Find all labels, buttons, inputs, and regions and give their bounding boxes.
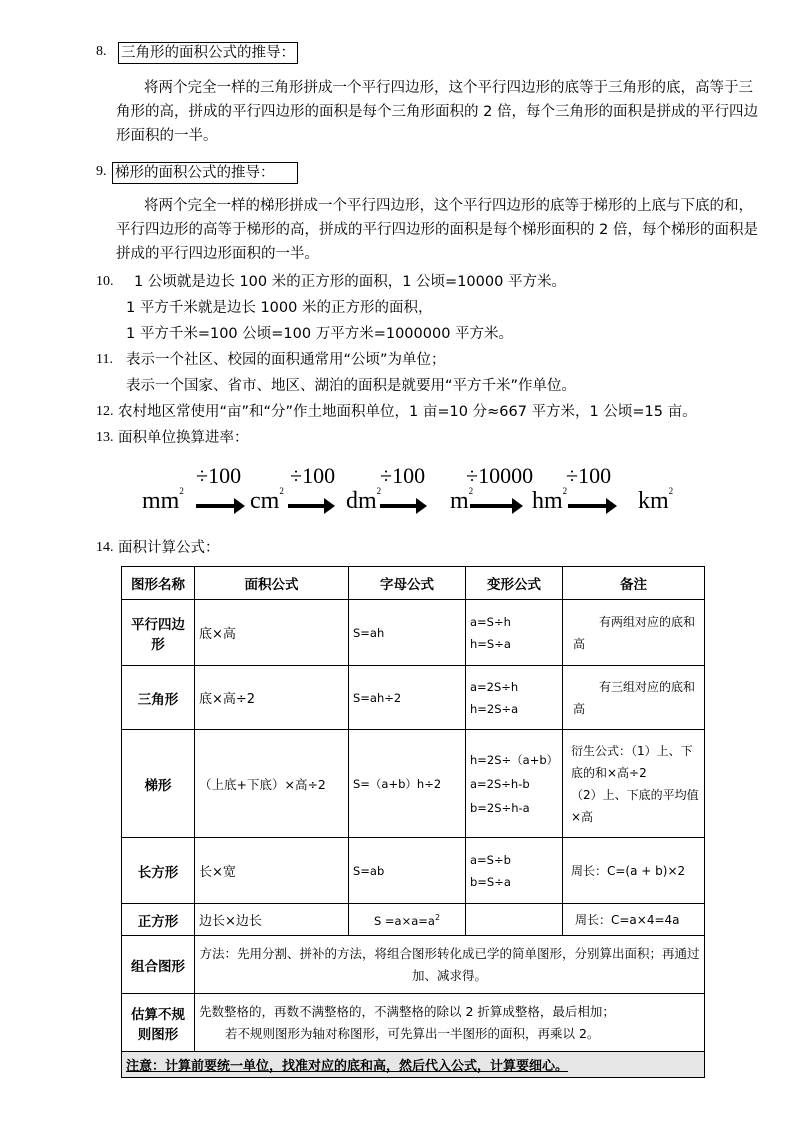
shape-name-composite: 组合图形 [122, 936, 195, 994]
variant-formulas-square [466, 904, 563, 936]
table-row [122, 730, 705, 838]
area-formula-triangle: 底×高÷2 [195, 666, 349, 730]
table-row [122, 1052, 705, 1078]
area-formula-rectangle: 长×宽 [195, 838, 349, 904]
item-10-line-3: 1 平方千米=100 公顷=100 万平方米=1000000 平方米。 [126, 326, 514, 342]
table-header-row [122, 567, 705, 600]
item-9-paragraph [116, 194, 758, 266]
header-shape-name: 图形名称 [122, 567, 195, 600]
variant-formula: a=S÷h [470, 614, 511, 629]
item-12-text: 农村地区常使用“亩”和“分”作土地面积单位，1 亩=10 分≈667 平方米，1 公顷=15 亩。 [118, 404, 697, 420]
header-area-formula: 面积公式 [195, 567, 349, 600]
shape-name-trapezoid: 梯形 [122, 730, 195, 838]
variant-formulas-parallelogram [466, 600, 563, 666]
irregular-method-line: 若不规则图形为轴对称图形，可先算出一半图形的面积，再乘以 2。 [225, 1025, 600, 1041]
unit-m: $m^2$ [450, 486, 474, 514]
note-line: （2）上、下底的平均值×高 [571, 787, 699, 824]
area-formula-trapezoid: （上底+下底）×高÷2 [195, 730, 349, 838]
unit-km: $km^2$ [638, 486, 674, 514]
shape-name-parallelogram: 平行四边形 [122, 600, 195, 666]
variant-formula: b=2S÷h-a [470, 800, 530, 815]
operator-4: ÷10000 [466, 463, 534, 488]
header-variant-formula: 变形公式 [466, 567, 563, 600]
item-10-number: 10. [96, 274, 114, 289]
arrow-4 [470, 504, 514, 508]
letter-formula-parallelogram: S=ah [349, 600, 466, 666]
item-10-line-1: 1 公顷就是边长 100 米的正方形的面积，1 公顷=10000 平方米。 [134, 274, 566, 290]
note-parallelogram: 有两组对应的底和高 [563, 600, 705, 666]
table-row [122, 838, 705, 904]
arrow-3 [380, 504, 418, 508]
header-letter-formula: 字母公式 [349, 567, 466, 600]
arrow-5 [568, 504, 608, 508]
variant-formula: b=S÷a [470, 874, 511, 889]
variant-formula: a=2S÷h-b [470, 776, 530, 791]
item-14-title: 面积计算公式： [118, 540, 220, 556]
unit-hm: $hm^2$ [532, 486, 568, 514]
arrow-1 [196, 504, 236, 508]
item-13-number: 13. [96, 430, 114, 445]
table-row [122, 904, 705, 936]
shape-name-rectangle: 长方形 [122, 838, 195, 904]
item-14-number: 14. [96, 540, 114, 555]
operator-1: ÷100 [196, 463, 242, 488]
area-formula-parallelogram: 底×高 [195, 600, 349, 666]
note-square: 周长：C=a×4=4a [563, 904, 705, 936]
unit-cm: $cm^2$ [250, 486, 284, 514]
note-triangle: 有三组对应的底和高 [563, 666, 705, 730]
item-11-line-2: 表示一个国家、省市、地区、湖泊的面积是就要用“平方千米”作单位。 [126, 378, 577, 394]
item-11-line-1: 表示一个社区、校园的面积通常用“公顷”为单位； [126, 352, 446, 368]
variant-formula: h=2S÷a [470, 701, 519, 716]
unit-dm: $dm^2$ [346, 486, 382, 514]
variant-formula: a=S÷b [470, 852, 511, 867]
item-12-number: 12. [96, 404, 114, 419]
letter-formula-trapezoid: S=（a+b）h÷2 [349, 730, 466, 838]
item-11-number: 11. [96, 352, 113, 367]
unit-mm: $mm^2$ [142, 486, 184, 514]
letter-formula-square: $S =a\times a=a^2$ [349, 904, 466, 936]
arrow-2 [288, 504, 326, 508]
table-row [122, 936, 705, 994]
table-row [122, 600, 705, 666]
operator-3: ÷100 [380, 463, 426, 488]
item-9-number: 9. [96, 164, 107, 179]
note-trapezoid [563, 730, 705, 838]
operator-2: ÷100 [290, 463, 336, 488]
item-8-paragraph [116, 76, 758, 148]
item-13-title: 面积单位换算进率： [118, 430, 249, 446]
shape-name-square: 正方形 [122, 904, 195, 936]
item-9-text: 将两个完全一样的梯形拼成一个平行四边形，这个平行四边形的底等于梯形的上底与下底的和，平行四边形的高等于梯形的高，拼成的平行四边形的面积是每个梯形面积的 2 倍，每个梯形的面积是拼成的平行四边形面积的一半。 [116, 198, 758, 262]
table-row [122, 666, 705, 730]
variant-formula: h=2S÷（a+b） [470, 752, 559, 767]
irregular-method [195, 994, 705, 1052]
item-8-text: 将两个完全一样的三角形拼成一个平行四边形，这个平行四边形的底等于三角形的底，高等于三角形的高，拼成的平行四边形的面积是每个三角形面积的 2 倍，每个三角形的面积是拼成的平行四边形面积的一半。 [116, 80, 758, 144]
variant-formulas-triangle [466, 666, 563, 730]
operator-5: ÷100 [566, 463, 612, 488]
variant-formulas-rectangle [466, 838, 563, 904]
variant-formulas-trapezoid [466, 730, 563, 838]
notice-cell [122, 1052, 705, 1078]
shape-name-triangle: 三角形 [122, 666, 195, 730]
note-line: 衍生公式：（1）上、下底的和×高÷2 [571, 743, 693, 780]
item-10-line-2: 1 平方千米就是边长 1000 米的正方形的面积， [126, 300, 433, 316]
item-9-title: 梯形的面积公式的推导： [112, 162, 298, 184]
letter-formula-triangle: S=ah÷2 [349, 666, 466, 730]
composite-method: 方法：先用分割、拼补的方法，将组合图形转化成已学的简单图形，分别算出面积；再通过加、减求得。 [195, 936, 705, 994]
note-rectangle: 周长：C=(a + b)×2 [563, 838, 705, 904]
table-row [122, 994, 705, 1052]
item-8-title: 三角形的面积公式的推导： [118, 42, 298, 64]
irregular-method-line: 先数整格的，再数不满整格的，不满整格的除以 2 折算成整格，最后相加； [199, 1003, 615, 1019]
item-8-number: 8. [96, 44, 107, 59]
variant-formula: a=2S÷h [470, 679, 519, 694]
area-formula-table [121, 566, 705, 1078]
letter-formula-rectangle: S=ab [349, 838, 466, 904]
shape-name-irregular: 估算不规则图形 [122, 994, 195, 1052]
notice-text: 注意：计算前要统一单位，找准对应的底和高，然后代入公式，计算要细心。 [126, 1059, 569, 1074]
variant-formula: h=S÷a [470, 636, 511, 651]
area-formula-square: 边长×边长 [195, 904, 349, 936]
header-notes: 备注 [563, 567, 705, 600]
